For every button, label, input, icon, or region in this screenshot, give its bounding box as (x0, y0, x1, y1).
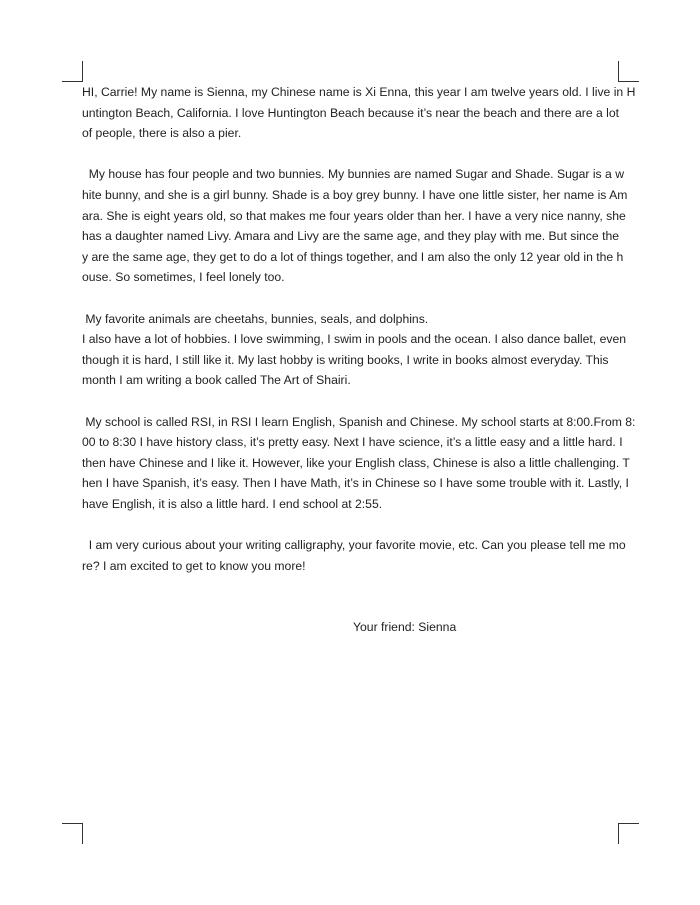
letter-body (82, 82, 636, 638)
paragraph-gap (82, 576, 618, 597)
text-line: though it is hard, I still like it. My last hobby is writing books, I write in books almost everyday. This (82, 352, 609, 367)
text-line: month I am writing a book called The Art of Shairi. (82, 373, 351, 388)
text-line: ara. She is eight years old, so that makes me four years older than her. I have a very nice nanny, she (82, 208, 626, 223)
paragraph-gap (82, 288, 618, 309)
text-line: has a daughter named Livy. Amara and Livy are the same age, and they play with me. But since the (82, 229, 620, 244)
text-line: My favorite animals are cheetahs, bunnies, seals, and dolphins. (82, 311, 429, 326)
crop-mark-bottom-left (62, 823, 83, 844)
paragraph-gap (82, 514, 618, 535)
paragraph-introduction (82, 82, 636, 144)
text-line: hen I have Spanish, it’s easy. Then I have Math, it’s in Chinese so I have some trouble with it. Lastly, I (82, 476, 629, 491)
paragraph-gap (82, 144, 618, 165)
text-line: re? I am excited to get to know you more! (82, 558, 306, 573)
crop-mark-top-right (618, 61, 639, 82)
text-line: then have Chinese and I like it. However, like your English class, Chinese is also a little challenging. T (82, 455, 630, 470)
paragraph-school (82, 412, 636, 515)
crop-mark-top-left (62, 61, 83, 82)
text-line: My house has four people and two bunnies. My bunnies are named Sugar and Shade. Sugar is a w (82, 167, 625, 182)
paragraph-hobbies (82, 309, 627, 391)
text-line: My school is called RSI, in RSI I learn English, Spanish and Chinese. My school starts at 8:00.From 8: (82, 414, 636, 429)
text-line: of people, there is also a pier. (82, 126, 242, 141)
paragraph-gap (82, 391, 618, 412)
text-line: I am very curious about your writing calligraphy, your favorite movie, etc. Can you please tell me mo (82, 538, 626, 553)
crop-mark-bottom-right (618, 823, 639, 844)
text-line: untington Beach, California. I love Huntington Beach because it’s near the beach and there are a lot (82, 105, 620, 120)
signature-line: Your friend: Sienna (353, 620, 457, 635)
text-line: 00 to 8:30 I have history class, it’s pretty easy. Next I have science, it’s a little easy and a little hard. I (82, 435, 623, 450)
paragraph-closing (82, 535, 626, 576)
text-line: HI, Carrie! My name is Sienna, my Chinese name is Xi Enna, this year I am twelve years old. I live in H (82, 85, 636, 99)
text-line: ouse. So sometimes, I feel lonely too. (82, 270, 285, 285)
text-line: y are the same age, they get to do a lot of things together, and I am also the only 12 year old in the h (82, 249, 624, 264)
text-line: have English, it is also a little hard. I end school at 2:55. (82, 496, 383, 511)
text-line: hite bunny, and she is a girl bunny. Shade is a boy grey bunny. I have one little sister, her name is Am (82, 187, 628, 202)
text-line: I also have a lot of hobbies. I love swimming, I swim in pools and the ocean. I also dance ballet, even (82, 332, 627, 347)
paragraph-house (82, 164, 628, 288)
paragraph-gap (82, 597, 618, 618)
